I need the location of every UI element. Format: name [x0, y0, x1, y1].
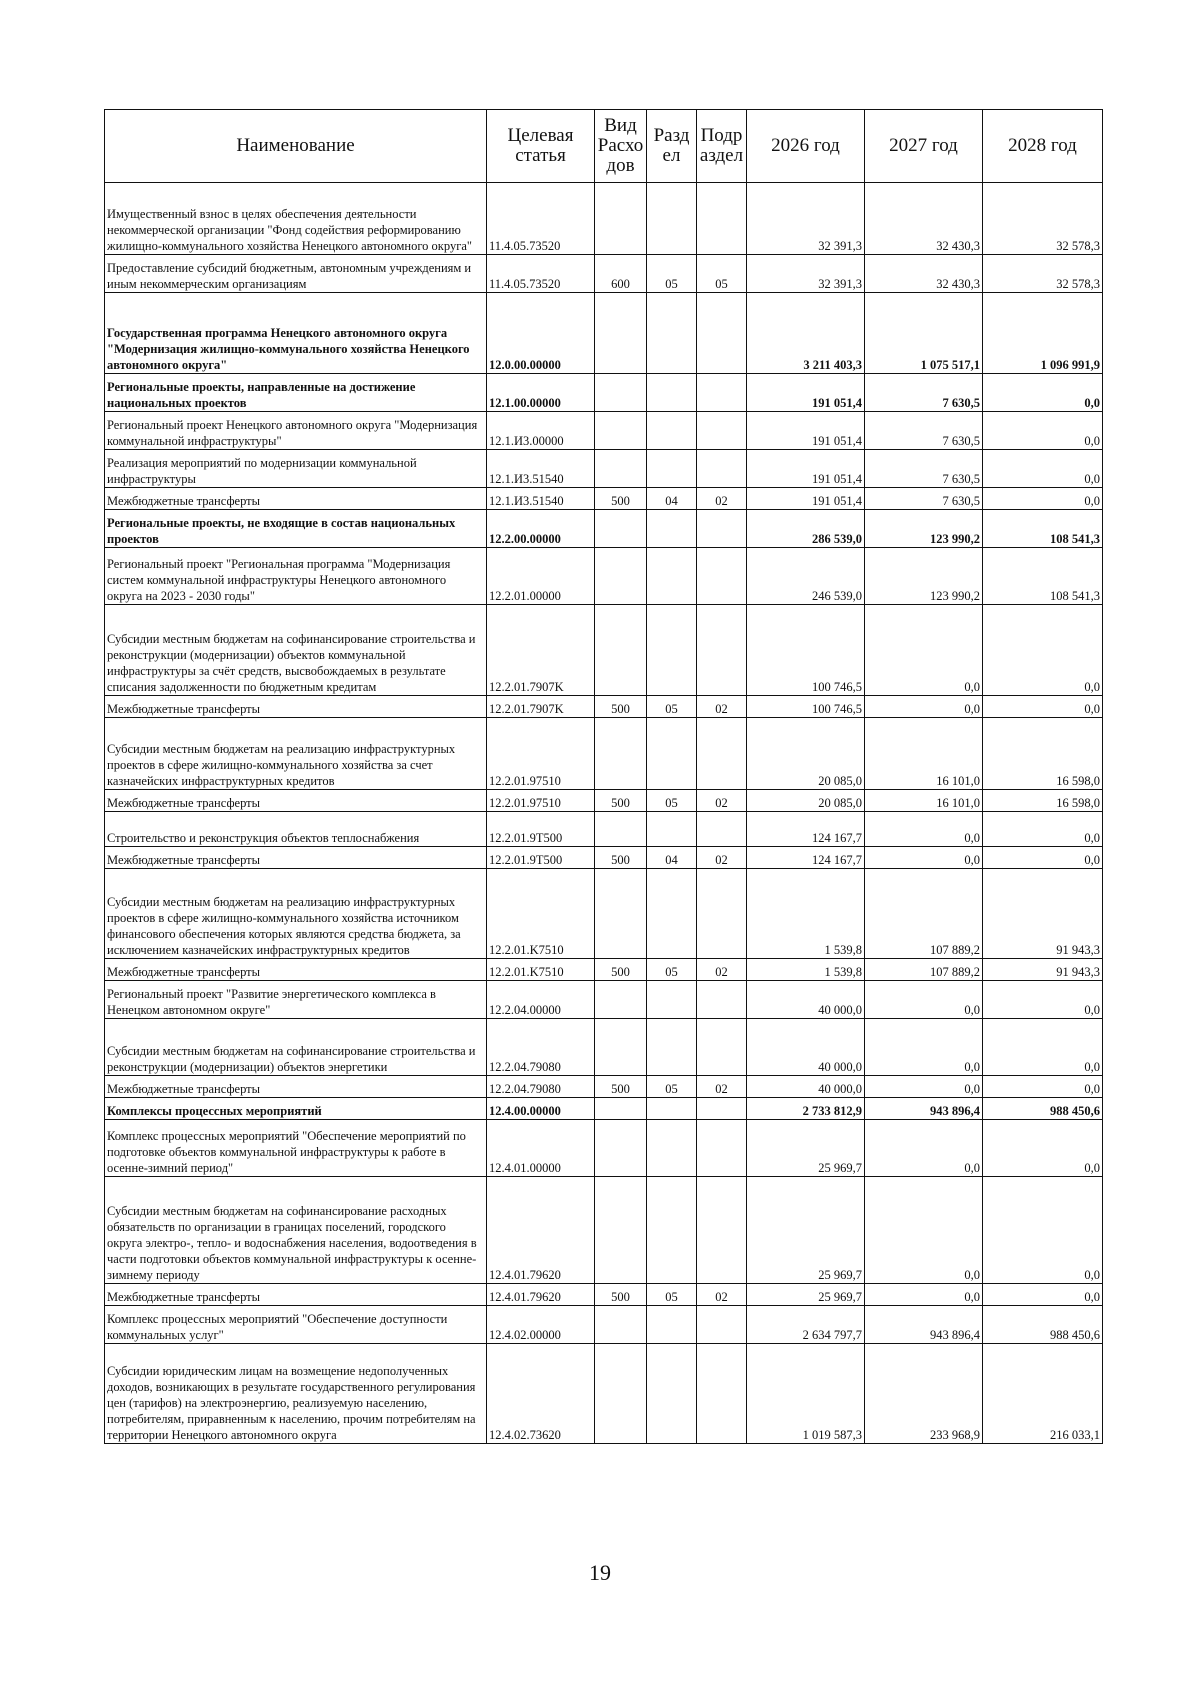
- cell-name: Субсидии местным бюджетам на софинансирование строительства и реконструкции (модернизации) объектов коммунальной инфраструктуры за счёт средств, высвобождаемых в результате списания задолженности по бюджетным кредитам: [105, 605, 487, 696]
- cell-name: Комплекс процессных мероприятий "Обеспечение мероприятий по подготовке объектов коммунальной инфраструктуры к работе в осенне-зимний период": [105, 1120, 487, 1177]
- table-header-row: [105, 110, 1103, 183]
- cell-vid: [595, 1098, 647, 1120]
- cell-y2028: 0,0: [983, 847, 1103, 869]
- cell-y2026: 124 167,7: [747, 812, 865, 847]
- cell-name: Субсидии местным бюджетам на софинансирование расходных обязательств по организации в границах поселений, городского округа электро-, тепло- и водоснабжения населения, водоотведения в части подготовки объектов коммунальной инфраструктуры к осенне-зимнему периоду: [105, 1177, 487, 1284]
- cell-y2028: 0,0: [983, 1120, 1103, 1177]
- cell-y2027: 0,0: [865, 1120, 983, 1177]
- cell-y2027: 32 430,3: [865, 183, 983, 255]
- cell-razd: [647, 1344, 697, 1444]
- cell-y2027: 32 430,3: [865, 255, 983, 293]
- cell-vid: [595, 293, 647, 374]
- cell-vid: 600: [595, 255, 647, 293]
- cell-code: 12.2.01.9T500: [487, 847, 595, 869]
- cell-code: 12.4.02.00000: [487, 1306, 595, 1344]
- cell-name: Субсидии местным бюджетам на реализацию инфраструктурных проектов в сфере жилищно-коммунального хозяйства за счет казначейских инфраструктурных кредитов: [105, 718, 487, 790]
- cell-vid: [595, 450, 647, 488]
- cell-y2026: 100 746,5: [747, 696, 865, 718]
- cell-razd: [647, 1120, 697, 1177]
- table-row: [105, 1098, 1103, 1120]
- cell-podr: [697, 605, 747, 696]
- cell-podr: [697, 1306, 747, 1344]
- cell-name: Региональные проекты, направленные на достижение национальных проектов: [105, 374, 487, 412]
- cell-y2028: 91 943,3: [983, 959, 1103, 981]
- cell-y2026: 286 539,0: [747, 510, 865, 548]
- cell-razd: [647, 812, 697, 847]
- cell-y2026: 191 051,4: [747, 488, 865, 510]
- cell-y2028: 0,0: [983, 1076, 1103, 1098]
- cell-code: 12.1.00.00000: [487, 374, 595, 412]
- cell-name: Комплексы процессных мероприятий: [105, 1098, 487, 1120]
- cell-vid: [595, 412, 647, 450]
- cell-y2026: 191 051,4: [747, 450, 865, 488]
- cell-y2028: 108 541,3: [983, 548, 1103, 605]
- cell-vid: [595, 1120, 647, 1177]
- cell-y2026: 2 733 812,9: [747, 1098, 865, 1120]
- cell-name: Государственная программа Ненецкого автономного округа "Модернизация жилищно-коммунального хозяйства Ненецкого автономного округа": [105, 293, 487, 374]
- cell-y2026: 191 051,4: [747, 374, 865, 412]
- cell-vid: 500: [595, 1076, 647, 1098]
- cell-vid: [595, 605, 647, 696]
- cell-y2026: 100 746,5: [747, 605, 865, 696]
- cell-razd: 05: [647, 255, 697, 293]
- cell-y2027: 107 889,2: [865, 869, 983, 959]
- cell-y2028: 91 943,3: [983, 869, 1103, 959]
- cell-razd: 05: [647, 790, 697, 812]
- cell-y2026: 40 000,0: [747, 1076, 865, 1098]
- cell-podr: [697, 1019, 747, 1076]
- header-name: Наименование: [105, 110, 487, 183]
- cell-name: Межбюджетные трансферты: [105, 1284, 487, 1306]
- cell-y2028: 0,0: [983, 812, 1103, 847]
- cell-podr: 02: [697, 488, 747, 510]
- cell-razd: [647, 605, 697, 696]
- cell-podr: [697, 1120, 747, 1177]
- cell-y2027: 7 630,5: [865, 374, 983, 412]
- cell-y2026: 40 000,0: [747, 981, 865, 1019]
- table-row: [105, 374, 1103, 412]
- table-row: [105, 959, 1103, 981]
- cell-y2026: 1 019 587,3: [747, 1344, 865, 1444]
- cell-y2027: 16 101,0: [865, 718, 983, 790]
- header-podr: Подр аздел: [697, 110, 747, 183]
- cell-podr: 02: [697, 1284, 747, 1306]
- cell-razd: [647, 869, 697, 959]
- cell-razd: 05: [647, 696, 697, 718]
- cell-y2028: 108 541,3: [983, 510, 1103, 548]
- cell-code: 12.2.01.K7510: [487, 959, 595, 981]
- cell-y2028: 988 450,6: [983, 1306, 1103, 1344]
- cell-y2027: 7 630,5: [865, 412, 983, 450]
- table-row: [105, 1120, 1103, 1177]
- cell-vid: [595, 510, 647, 548]
- cell-vid: 500: [595, 790, 647, 812]
- cell-y2028: 0,0: [983, 1177, 1103, 1284]
- header-code: Целевая статья: [487, 110, 595, 183]
- cell-name: Межбюджетные трансферты: [105, 1076, 487, 1098]
- table-row: [105, 450, 1103, 488]
- cell-code: 12.2.01.97510: [487, 718, 595, 790]
- cell-razd: [647, 374, 697, 412]
- cell-code: 12.2.01.7907K: [487, 696, 595, 718]
- cell-vid: 500: [595, 1284, 647, 1306]
- table-row: [105, 1076, 1103, 1098]
- cell-razd: 05: [647, 959, 697, 981]
- cell-podr: [697, 293, 747, 374]
- cell-y2026: 20 085,0: [747, 718, 865, 790]
- cell-name: Региональный проект "Региональная программа "Модернизация систем коммунальной инфраструктуры Ненецкого автономного округа на 2023 - 2030 годы": [105, 548, 487, 605]
- cell-podr: [697, 412, 747, 450]
- header-2028: 2028 год: [983, 110, 1103, 183]
- cell-podr: [697, 1177, 747, 1284]
- table-row: [105, 488, 1103, 510]
- cell-y2027: 0,0: [865, 1019, 983, 1076]
- cell-name: Реализация мероприятий по модернизации коммунальной инфраструктуры: [105, 450, 487, 488]
- cell-y2027: 0,0: [865, 812, 983, 847]
- cell-y2027: 233 968,9: [865, 1344, 983, 1444]
- cell-y2028: 988 450,6: [983, 1098, 1103, 1120]
- cell-podr: [697, 1344, 747, 1444]
- cell-podr: [697, 374, 747, 412]
- cell-y2027: 0,0: [865, 1177, 983, 1284]
- cell-y2026: 25 969,7: [747, 1177, 865, 1284]
- cell-y2028: 0,0: [983, 374, 1103, 412]
- cell-razd: [647, 1098, 697, 1120]
- cell-y2027: 0,0: [865, 1076, 983, 1098]
- cell-razd: [647, 1019, 697, 1076]
- cell-code: 12.4.01.79620: [487, 1177, 595, 1284]
- cell-podr: [697, 981, 747, 1019]
- header-vid: Вид Расхо дов: [595, 110, 647, 183]
- cell-y2028: 16 598,0: [983, 718, 1103, 790]
- cell-y2027: 0,0: [865, 605, 983, 696]
- cell-y2026: 32 391,3: [747, 183, 865, 255]
- cell-code: 12.2.01.9T500: [487, 812, 595, 847]
- cell-razd: 05: [647, 1284, 697, 1306]
- cell-y2026: 40 000,0: [747, 1019, 865, 1076]
- table-row: [105, 847, 1103, 869]
- header-2026: 2026 год: [747, 110, 865, 183]
- cell-name: Комплекс процессных мероприятий "Обеспечение доступности коммунальных услуг": [105, 1306, 487, 1344]
- cell-vid: 500: [595, 696, 647, 718]
- cell-y2028: 0,0: [983, 450, 1103, 488]
- cell-code: 12.1.И3.51540: [487, 450, 595, 488]
- cell-code: 12.2.01.00000: [487, 548, 595, 605]
- cell-vid: 500: [595, 488, 647, 510]
- table-row: [105, 1019, 1103, 1076]
- cell-code: 12.2.04.00000: [487, 981, 595, 1019]
- cell-razd: 04: [647, 847, 697, 869]
- cell-code: 12.2.01.7907K: [487, 605, 595, 696]
- cell-razd: [647, 183, 697, 255]
- cell-vid: 500: [595, 959, 647, 981]
- cell-name: Региональный проект "Развитие энергетического комплекса в Ненецком автономном округе": [105, 981, 487, 1019]
- cell-y2027: 0,0: [865, 696, 983, 718]
- cell-y2026: 191 051,4: [747, 412, 865, 450]
- cell-podr: [697, 718, 747, 790]
- cell-y2027: 123 990,2: [865, 510, 983, 548]
- cell-razd: [647, 1177, 697, 1284]
- header-2027: 2027 год: [865, 110, 983, 183]
- table-row: [105, 183, 1103, 255]
- cell-razd: [647, 293, 697, 374]
- cell-y2027: 0,0: [865, 1284, 983, 1306]
- cell-vid: [595, 1306, 647, 1344]
- cell-podr: [697, 510, 747, 548]
- cell-y2026: 3 211 403,3: [747, 293, 865, 374]
- cell-name: Региональные проекты, не входящие в состав национальных проектов: [105, 510, 487, 548]
- cell-name: Межбюджетные трансферты: [105, 847, 487, 869]
- cell-razd: 04: [647, 488, 697, 510]
- cell-code: 12.4.01.00000: [487, 1120, 595, 1177]
- cell-razd: [647, 450, 697, 488]
- table-row: [105, 981, 1103, 1019]
- cell-y2027: 0,0: [865, 981, 983, 1019]
- table-row: [105, 1177, 1103, 1284]
- cell-code: 12.1.И3.00000: [487, 412, 595, 450]
- cell-y2028: 32 578,3: [983, 255, 1103, 293]
- header-razd: Разд ел: [647, 110, 697, 183]
- table-row: [105, 1344, 1103, 1444]
- cell-y2026: 32 391,3: [747, 255, 865, 293]
- budget-table: [104, 109, 1103, 1444]
- cell-code: 12.0.00.00000: [487, 293, 595, 374]
- cell-razd: [647, 981, 697, 1019]
- cell-razd: [647, 1306, 697, 1344]
- cell-vid: [595, 869, 647, 959]
- cell-y2026: 1 539,8: [747, 869, 865, 959]
- cell-podr: 02: [697, 696, 747, 718]
- cell-razd: [647, 412, 697, 450]
- cell-code: 12.2.04.79080: [487, 1019, 595, 1076]
- cell-name: Субсидии местным бюджетам на софинансирование строительства и реконструкции (модернизации) объектов энергетики: [105, 1019, 487, 1076]
- cell-name: Субсидии юридическим лицам на возмещение недополученных доходов, возникающих в результате государственного регулирования цен (тарифов) на электроэнергию, реализуемую населению, потребителям, приравненным к населению, прочим потребителям на территории Ненецкого автономного округа: [105, 1344, 487, 1444]
- cell-podr: [697, 548, 747, 605]
- cell-razd: [647, 718, 697, 790]
- cell-razd: [647, 510, 697, 548]
- cell-y2027: 107 889,2: [865, 959, 983, 981]
- cell-code: 11.4.05.73520: [487, 255, 595, 293]
- cell-y2028: 0,0: [983, 696, 1103, 718]
- cell-y2027: 7 630,5: [865, 488, 983, 510]
- table-row: [105, 548, 1103, 605]
- table-body: [105, 183, 1103, 1444]
- table-row: [105, 812, 1103, 847]
- cell-y2028: 0,0: [983, 1019, 1103, 1076]
- cell-vid: [595, 374, 647, 412]
- cell-vid: [595, 981, 647, 1019]
- page-number: 19: [589, 1560, 611, 1585]
- cell-name: Имущественный взнос в целях обеспечения деятельности некоммерческой организации "Фонд содействия реформированию жилищно-коммунального хозяйства Ненецкого автономного округа": [105, 183, 487, 255]
- cell-name: Межбюджетные трансферты: [105, 488, 487, 510]
- cell-y2027: 0,0: [865, 847, 983, 869]
- cell-podr: 02: [697, 847, 747, 869]
- cell-y2028: 32 578,3: [983, 183, 1103, 255]
- cell-y2028: 0,0: [983, 1284, 1103, 1306]
- cell-name: Межбюджетные трансферты: [105, 790, 487, 812]
- cell-y2026: 246 539,0: [747, 548, 865, 605]
- cell-vid: [595, 183, 647, 255]
- cell-razd: [647, 548, 697, 605]
- cell-name: Строительство и реконструкция объектов теплоснабжения: [105, 812, 487, 847]
- table-row: [105, 718, 1103, 790]
- cell-vid: [595, 718, 647, 790]
- cell-name: Субсидии местным бюджетам на реализацию инфраструктурных проектов в сфере жилищно-коммунального хозяйства источником финансового обеспечения которых являются средства бюджета, за исключением казначейских инфраструктурных кредитов: [105, 869, 487, 959]
- cell-name: Межбюджетные трансферты: [105, 959, 487, 981]
- cell-code: 12.4.02.73620: [487, 1344, 595, 1444]
- cell-podr: 05: [697, 255, 747, 293]
- cell-y2028: 0,0: [983, 605, 1103, 696]
- cell-y2028: 0,0: [983, 412, 1103, 450]
- cell-name: Региональный проект Ненецкого автономного округа "Модернизация коммунальной инфраструктуры": [105, 412, 487, 450]
- cell-code: 12.2.04.79080: [487, 1076, 595, 1098]
- cell-vid: [595, 1019, 647, 1076]
- cell-code: 12.1.И3.51540: [487, 488, 595, 510]
- cell-vid: [595, 1177, 647, 1284]
- table-row: [105, 255, 1103, 293]
- cell-y2026: 124 167,7: [747, 847, 865, 869]
- table-row: [105, 696, 1103, 718]
- cell-code: 12.4.00.00000: [487, 1098, 595, 1120]
- cell-podr: 02: [697, 1076, 747, 1098]
- table-row: [105, 1284, 1103, 1306]
- cell-y2028: 1 096 991,9: [983, 293, 1103, 374]
- cell-y2026: 1 539,8: [747, 959, 865, 981]
- cell-y2028: 216 033,1: [983, 1344, 1103, 1444]
- cell-code: 12.2.00.00000: [487, 510, 595, 548]
- cell-podr: [697, 812, 747, 847]
- cell-vid: [595, 548, 647, 605]
- cell-code: 12.2.01.K7510: [487, 869, 595, 959]
- cell-y2028: 0,0: [983, 981, 1103, 1019]
- cell-podr: 02: [697, 959, 747, 981]
- cell-podr: 02: [697, 790, 747, 812]
- cell-y2028: 0,0: [983, 488, 1103, 510]
- table-row: [105, 1306, 1103, 1344]
- cell-vid: [595, 812, 647, 847]
- cell-vid: [595, 1344, 647, 1444]
- cell-vid: 500: [595, 847, 647, 869]
- cell-podr: [697, 450, 747, 488]
- cell-code: 11.4.05.73520: [487, 183, 595, 255]
- cell-y2027: 123 990,2: [865, 548, 983, 605]
- cell-code: 12.2.01.97510: [487, 790, 595, 812]
- cell-podr: [697, 1098, 747, 1120]
- cell-code: 12.4.01.79620: [487, 1284, 595, 1306]
- cell-y2026: 25 969,7: [747, 1284, 865, 1306]
- cell-y2026: 25 969,7: [747, 1120, 865, 1177]
- cell-name: Предоставление субсидий бюджетным, автономным учреждениям и иным некоммерческим организациям: [105, 255, 487, 293]
- table-row: [105, 790, 1103, 812]
- cell-y2026: 20 085,0: [747, 790, 865, 812]
- cell-y2028: 16 598,0: [983, 790, 1103, 812]
- table-row: [105, 510, 1103, 548]
- cell-podr: [697, 183, 747, 255]
- cell-name: Межбюджетные трансферты: [105, 696, 487, 718]
- cell-razd: 05: [647, 1076, 697, 1098]
- table-row: [105, 293, 1103, 374]
- cell-y2026: 2 634 797,7: [747, 1306, 865, 1344]
- cell-y2027: 943 896,4: [865, 1306, 983, 1344]
- table-row: [105, 412, 1103, 450]
- cell-y2027: 16 101,0: [865, 790, 983, 812]
- cell-y2027: 1 075 517,1: [865, 293, 983, 374]
- cell-y2027: 7 630,5: [865, 450, 983, 488]
- table-row: [105, 605, 1103, 696]
- cell-podr: [697, 869, 747, 959]
- table-row: [105, 869, 1103, 959]
- cell-y2027: 943 896,4: [865, 1098, 983, 1120]
